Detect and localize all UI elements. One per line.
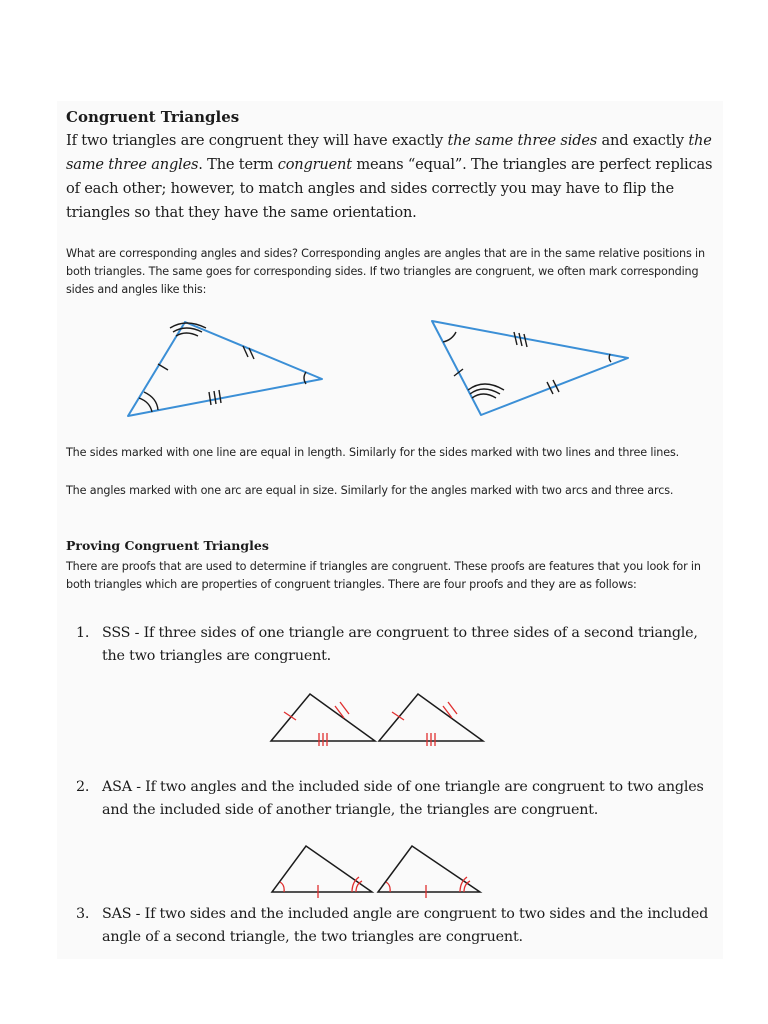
corresponding-paragraph: What are corresponding angles and sides? Corresponding angles are angles that are in the same relative positions in both triangles. The same goes for corresponding sides. If two triangles are congruent, we often mark corresponding sides and angles like this:	[66, 247, 705, 296]
proof-number: 1.	[76, 625, 90, 641]
proving-paragraph: There are proofs that are used to determine if triangles are congruent. These proofs are features that you look for in both triangles which are properties of congruent triangles. There are four proofs and they are as follows:	[66, 560, 701, 591]
proving-heading: Proving Congruent Triangles	[66, 538, 269, 553]
asa-diagram	[268, 840, 488, 900]
triangle-right	[432, 321, 628, 415]
page-title: Congruent Triangles	[66, 108, 240, 126]
angles-note: The angles marked with one arc are equal in size. Similarly for the angles marked with two arcs and three arcs.	[66, 484, 674, 497]
congruence-marks	[139, 323, 611, 412]
sss-diagram	[268, 690, 488, 746]
proof-number: 3.	[76, 906, 90, 922]
proof-number: 2.	[76, 779, 90, 795]
proof-text: SSS - If three sides of one triangle are congruent to three sides of a second triangle, the two triangles are congruent.	[102, 625, 698, 664]
congruent-triangles-diagram	[110, 312, 650, 424]
worksheet-page	[57, 101, 723, 959]
intro-paragraph: If two triangles are congruent they will have exactly the same three sides and exactly the same three angles. The term congruent means “equal”. The triangles are perfect replicas of each other; however, to match angles and sides correctly you may have to flip the triangles so that they have the same orientation.	[66, 132, 713, 221]
proof-text: ASA - If two angles and the included side of one triangle are congruent to two angles and the included side of another triangle, the triangles are congruent.	[102, 779, 704, 818]
sides-note: The sides marked with one line are equal in length. Similarly for the sides marked with two lines and three lines.	[66, 446, 680, 459]
proof-text: SAS - If two sides and the included angle are congruent to two sides and the included angle of a second triangle, the two triangles are congruent.	[102, 906, 709, 945]
triangle-left	[128, 322, 322, 416]
